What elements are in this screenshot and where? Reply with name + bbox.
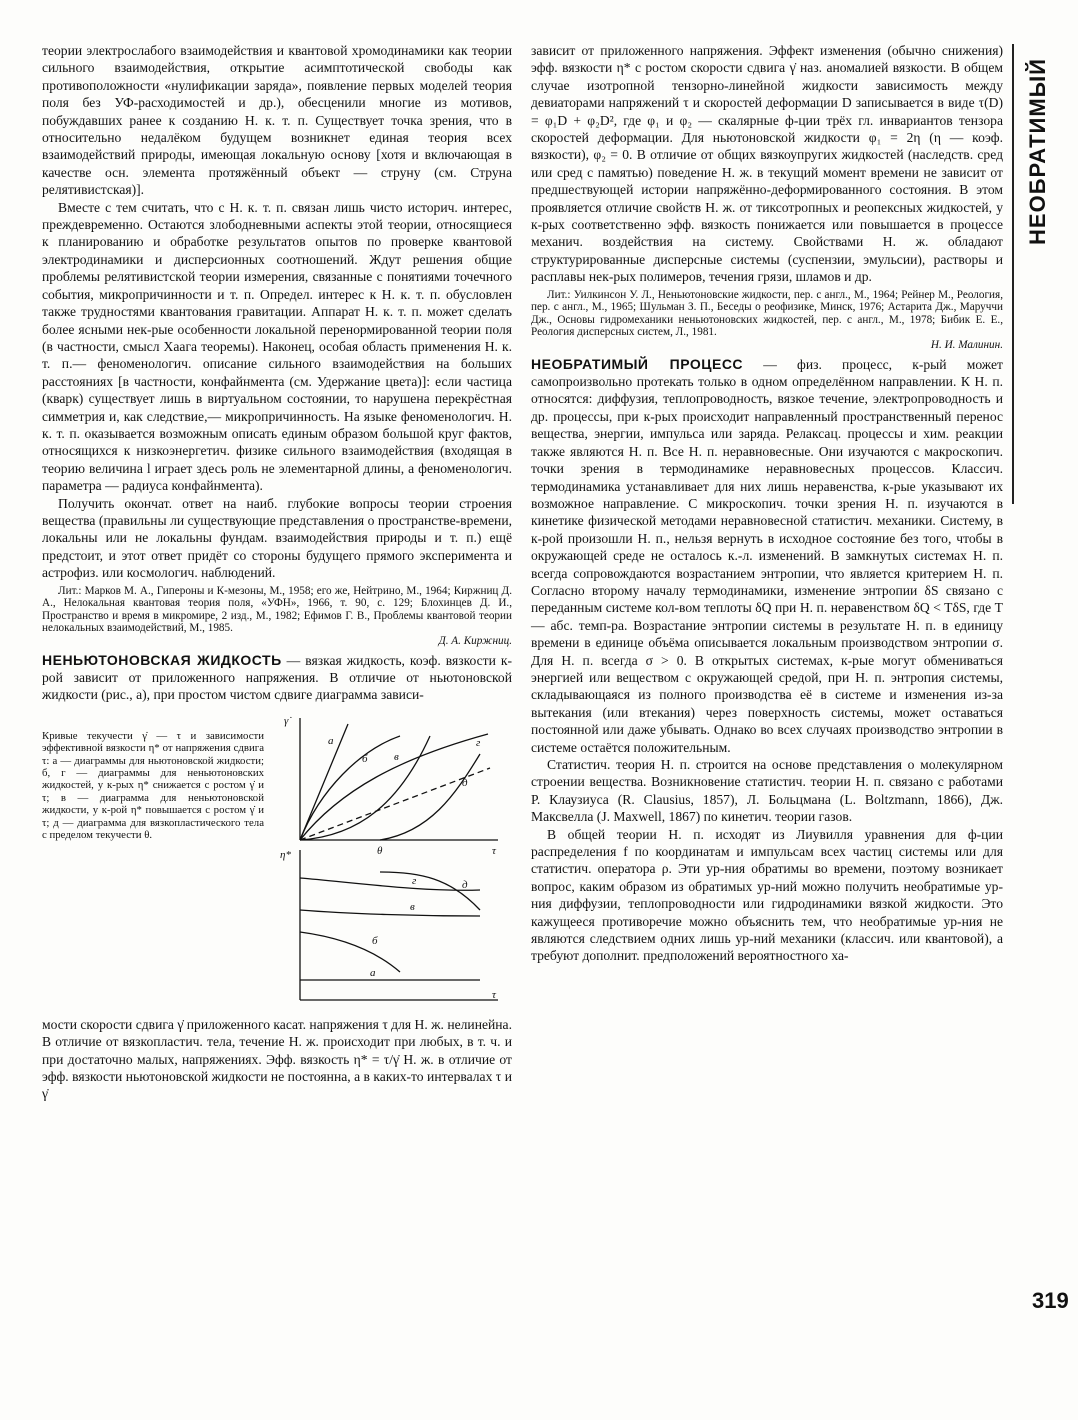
- left-paragraph-2: Вместе с тем считать, что с Н. к. т. п. связан лишь чисто историч. интерес, преждевременно. Остаются злободневными аспекты этой теории, относящиеся к планированию и обработке результатов опытов по проверке квантовой электродинамики и дисперсионных соотношений. Ждут решения общие проблемы релятивистской теории измерения, связанные с понятиями точечного события, микропричинности и т. п. Определ. интерес к Н. к. т. п. обусловлен также трудностями квантования гравитации. Аппарат Н. к. т. п. может сделать более ясными нек-рые особенности локальной перенормированной теории поля (в частности, смысл Хаага теоремы). Наконец, особая область применения Н. к. т. п.— феноменологич. описание сильного взаимодействия на больших расстояниях [в частности, конфайнмента (см. Удержание цвета)]: если частица (кварк) существует лишь в виртуальном состоянии, то нарушена перекрёстная симметрия и, как следствие,— микропричинность. На языке феноменологич. Н. к. т. п. оказывается возможным описать единым образом большой круг фактов, относящихся к низкоэнергетич. физике сильного взаимодействия (входящая в теорию величина l играет здесь роль не элементарной длины, а феноменологич. параметра — радиуса конфайнмента).: [42, 199, 512, 494]
- left-paragraph-5: мости скорости сдвига γ̇ приложенного касат. напряжения τ для Н. ж. нелинейна. В отличие от вязкопластич. тела, течение Н. ж. происходит при любых, в т. ч. и при достаточно малых, напряжениях. Эфф. вязкость η* = τ/γ̇ Н. ж. в отличие от эфф. вязкости ньютоновской жидкости не постоянна, а в каких-то интервалах τ и γ̇: [42, 1016, 512, 1102]
- left-references-author: Д. А. Киржниц.: [438, 634, 512, 647]
- label-top-d: д: [462, 776, 468, 789]
- curve-top-b: [300, 736, 400, 840]
- entry-text-irreversible: — физ. процесс, к-рый может самопроизвольно протекать только в одном определённом направлении. К Н. п. относятся: диффузия, теплопроводность, вязкое течение, электропроводность и др. процессы, при к-рых происходит направленный пространственный перенос вещества, энергии, импульса или заряда. Релаксац. процессы и хим. реакции также являются Н. п. Все Н. п. неравновесные. Они изучаются с макроскопич. точки зрения в термодинамике неравновесных процессов. Классич. термодинамика устанавливает для них лишь неравенства, к-рые указывают их возможное направление. С микроскопич. точки зрения Н. п. изучаются в кинетике физической методами неравновесной статистич. механики. Систему, в к-рой произошли Н. п., нельзя вернуть в исходное состояние без того, чтобы в окружающей среде не осталось к.-л. изменений. В замкнутых системах Н. п. всегда сопровождаются возрастанием энтропии, что является критерием Н. п. Согласно второму началу термодинамики, изменение энтропии δS связано с переданным системе кол-вом теплоты δQ при Н. п. неравенством δQ < TδS, где T — абс. темп-ра. Возрастание энтропии системы в результате Н. п. в единицу времени в единице объёма описывается локальным производством энтропии σ. Для Н. п. всегда σ > 0. В открытых системах, к-рые могут обмениваться энергией или веществом с окружающей средой, при Н. п. энтропия системы, складывающаяся из полного производства её в системе и изменения из-за вытекания (или втекания) через поверхность системы, может оставаться постоянной или даже убывать. Однако во всех случаях производство энтропии в системе остаётся положительным.: [531, 356, 1003, 755]
- entry-text-non-newtonian: — вязкая жидкость, коэф. вязкости к-рой зависит от приложенного напряжения. В отличие от ньютоновской жидкости (рис., а), при простом чистом сдвиге диаграмма зависи-: [42, 652, 512, 703]
- entry-irreversible-process: [531, 356, 1003, 756]
- figure-caption: Кривые текучести γ̇ — τ и зависимости эффективной вязкости η* от напряжения сдвига τ: а — диаграммы для ньютоновской жидкости; б, г — диаграммы для неньютоновских жидкостей, у к-рых η* снижается с ростом γ̇ и τ; в — диаграмма для неньютоновской жидкости, у к-рой η* повышается с ростом γ̇ и τ; д — диаграмма для вязкопластического тела с пределом текучести θ.: [42, 729, 264, 842]
- right-column: [531, 42, 1003, 965]
- y-top-label: γ̇: [284, 714, 289, 727]
- label-top-b: б: [362, 752, 368, 765]
- side-title: НЕОБРАТИМЫЙ: [1025, 57, 1050, 245]
- curve-top-v: [300, 736, 430, 840]
- curve-bottom-d: [380, 872, 480, 910]
- label-bottom-b: б: [372, 934, 378, 947]
- label-bottom-v: в: [410, 900, 415, 913]
- left-references: [42, 585, 512, 648]
- entry-non-newtonian: [42, 652, 512, 704]
- side-rule: [1012, 44, 1014, 504]
- label-bottom-d: д: [462, 878, 468, 891]
- label-bottom-g: г: [412, 874, 417, 887]
- left-paragraph-3: Получить окончат. ответ на наиб. глубокие вопросы теории строения вещества (правильны ли существующие представления о пространстве-времени, локальны или не локальны фундам. взаимодействия природы и т. п.) ещё предстоит, и этот ответ придёт со стороны будущего прямого эксперимента и астрофиз. или космологич. наблюдений.: [42, 495, 512, 581]
- x-top-label: τ: [492, 844, 496, 857]
- left-column: [42, 42, 512, 1103]
- flow-curves-chart: [280, 710, 512, 1010]
- theta-label: θ: [377, 844, 383, 857]
- right-references-author: Н. И. Малинин.: [930, 339, 1003, 352]
- right-references: [531, 289, 1003, 352]
- right-paragraph-4: В общей теории Н. п. исходят из Лиувилля уравнения для ф-ции распределения f по координатам и импульсам всех частиц системы или для статистич. оператора ρ. Эти ур-ния обратимы во времени, поэтому возникает вопрос, каким образом из обратимых ур-ний можно получить необратимые ур-ния диффузии, теплопроводности или гидродинамики вязкой жидкости. Это кажущееся противоречие можно объяснить тем, что необратимые ур-ния не являются следствием одних лишь ур-ний механики (классич. или квантовой), а требуют дополнит. предположений вероятностного ха-: [531, 826, 1003, 964]
- curve-bottom-b: [300, 932, 400, 972]
- right-paragraph-3: Статистич. теория Н. п. строится на основе представления о молекулярном строении вещества. Возникновение статистич. теории Н. п. связано с работами Р. Клаузиуса (R. Clausius, 1857), Л. Больцмана (L. Boltzmann, 1866), Дж. Максвелла (J. Maxwell, 1867) по кинетич. теории газов.: [531, 757, 1003, 825]
- entry-heading-non-newtonian: НЕНЬЮТОНОВСКАЯ ЖИДКОСТЬ: [42, 651, 282, 668]
- label-top-a: а: [328, 734, 334, 747]
- label-bottom-a: а: [370, 966, 376, 979]
- label-top-v: в: [394, 750, 399, 763]
- figure: [42, 710, 512, 1010]
- entry-heading-irreversible: НЕОБРАТИМЫЙ ПРОЦЕСС: [531, 355, 744, 372]
- y-bottom-label: η*: [280, 848, 291, 861]
- curve-top-g: [300, 734, 488, 840]
- page-number: 319: [1032, 1288, 1069, 1313]
- left-paragraph-1: теории электрослабого взаимодействия и квантовой хромодинамики как теории сильного взаимодействия, открытие асимптотической свободы как противоположности «нулификации заряда», появление первых моделей теория поля без УФ-расходимостей и др.), обесценили многие из мотивов, побуждавших ранее к созданию Н. к. т. п. Существует точка зрения, что в относительно недалёком будущем возникнет единая теория всех взаимодействий природы, имеющая локальную основу [хотя и включающая в качестве осн. элемента протяжённый объект — струну (см. Струна релятивистская)].: [42, 43, 512, 198]
- right-paragraph-1: зависит от приложенного напряжения. Эффект изменения (обычно снижения) эфф. вязкости η* с ростом скорости сдвига γ̇ наз. аномалией вязкости. В общем случае изотропной тензорно-линейной жидкости зависимость между девиаторами напряжений τ и скоростей деформации D записывается в виде τ(D) = φ₁D + φ₂D², где φ₁ и φ₂ — скалярные ф-ции трёх гл. инвариантов тензора скоростей деформации. Для ньютоновской жидкости φ₁ = 2η (η — коэф. вязкости), φ₂ = 0. В отличие от общих вязкоупругих жидкостей (наследств. сред или сред с памятью) поведение Н. ж. в текущий момент времени не зависит от предшествующей истории напряжённо-деформированного состояния. В этом проявляется отличие свойств Н. ж. от тиксотропных и реопексных жидкостей, у к-рых соответственно эфф. вязкость понижается или повышается в процессе механич. воздействия на систему. Свойствами Н. ж. обладают структурированные дисперсные системы (суспензии, эмульсии), растворы и расплавы нек-рых полимеров, течения грязи, шламов и др.: [531, 43, 1003, 285]
- label-top-g: г: [476, 736, 481, 749]
- left-references-text: Лит.: Марков М. А., Гипероны и К-мезоны, М., 1958; его же, Нейтрино, М., 1964; Киржниц Д. А., Нелокальная квантовая теория поля, «УФН», 1966, т. 90, с. 129; Блохинцев Д. И., Пространство и время в микромире, 2 изд., М., 1982; Ефимов Г. В., Проблемы квантовой теории нелокальных взаимодействий, М., 1985.: [42, 584, 512, 635]
- x-bottom-label: τ: [492, 988, 496, 1001]
- right-references-text: Лит.: Уилкинсон У. Л., Неньютоновские жидкости, пер. с англ., М., 1964; Рейнер М., Реология, пер. с англ., М., 1965; Шульман З. П., Беседы о реофизике, Минск, 1976; Астарита Дж., Маруччи Дж., Основы гидромеханики неньютоновских жидкостей, пер. с англ., М., 1978; Бибик Е. Е., Реология дисперсных систем, Л., 1981.: [531, 288, 1003, 339]
- curve-bottom-v: [300, 910, 480, 916]
